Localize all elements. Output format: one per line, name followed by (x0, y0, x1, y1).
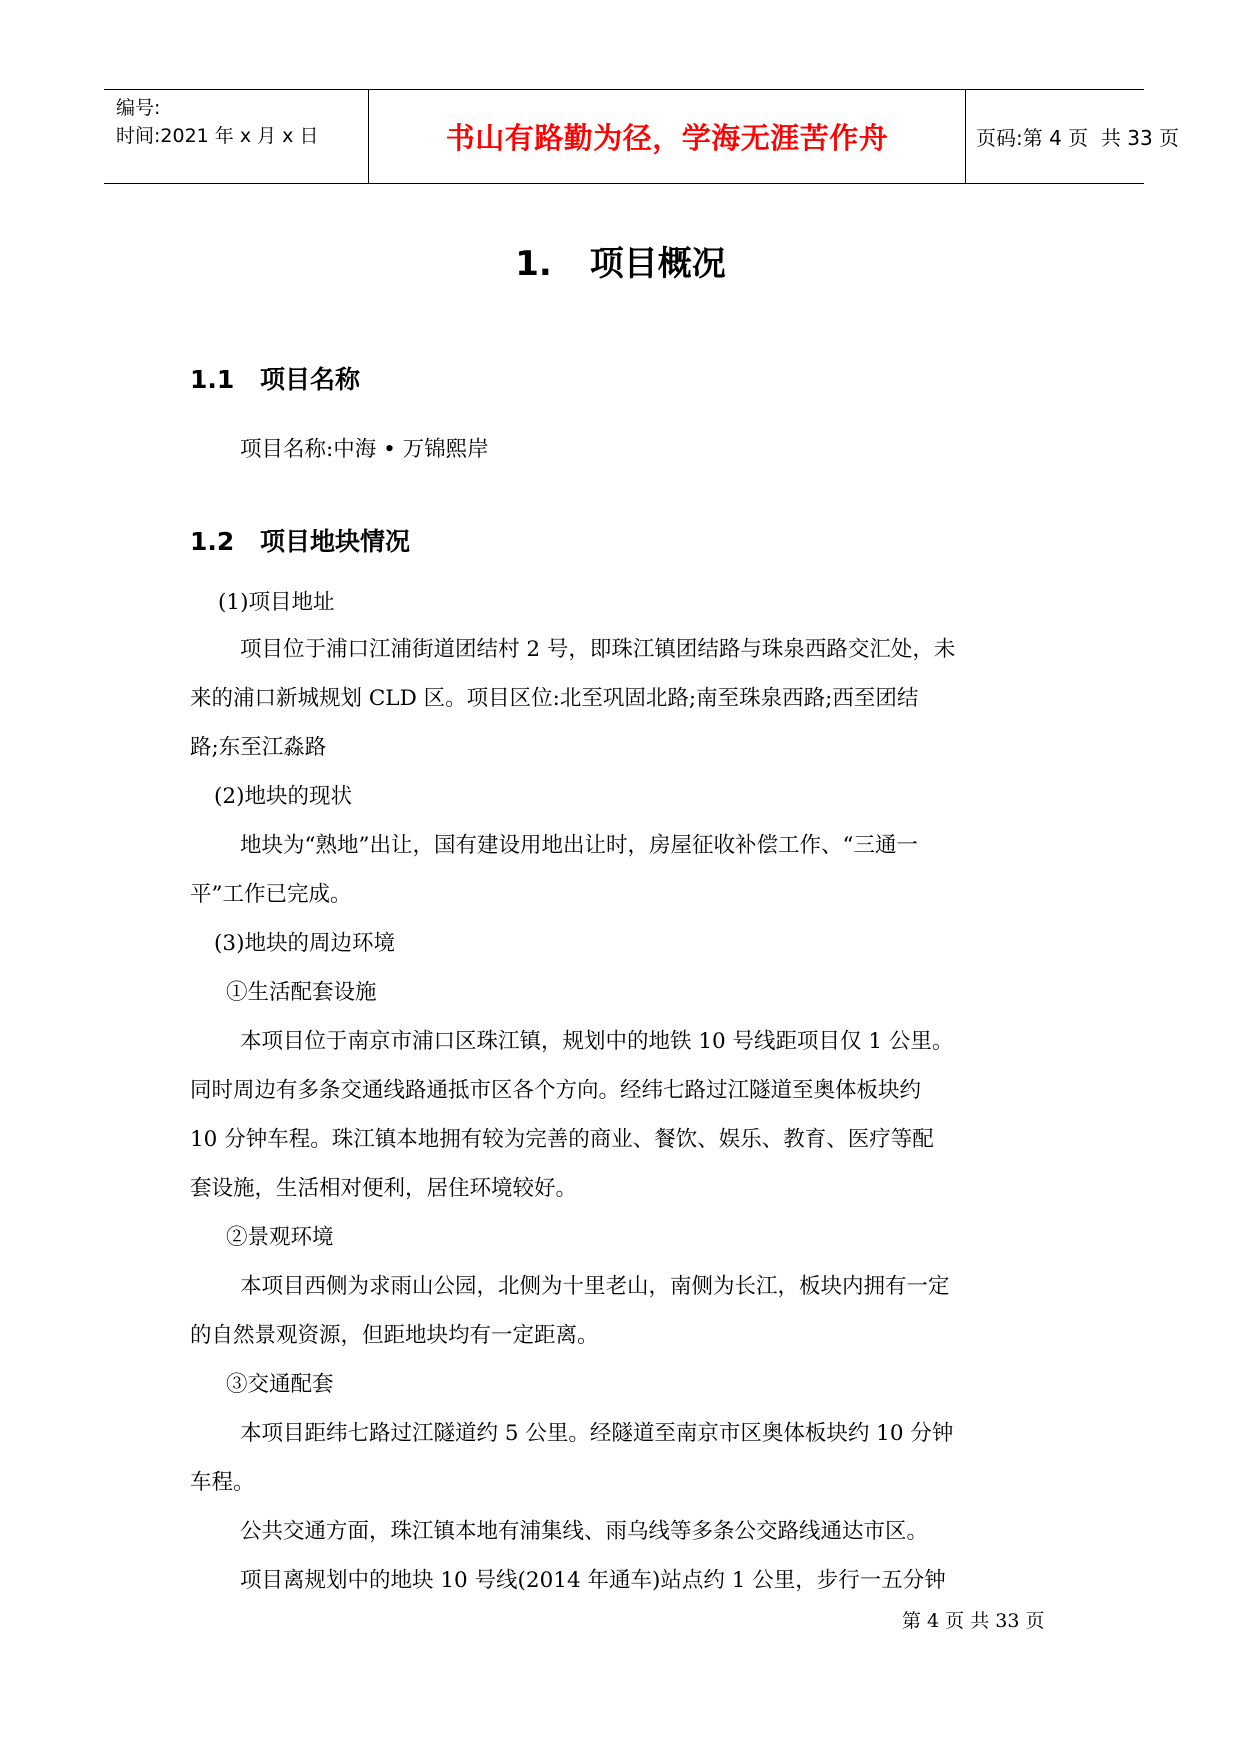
paragraph-line: 路;东至江淼路 (190, 735, 327, 760)
list-item: (3)地块的周边环境 (214, 931, 395, 956)
section-title: 项目地块情况 (260, 527, 411, 556)
list-item: (2)地块的现状 (214, 784, 352, 809)
paragraph-line: 来的浦口新城规划 CLD 区。项目区位:北至巩固北路;南至珠泉西路;西至团结 (190, 686, 919, 711)
paragraph-line: 本项目西侧为求雨山公园，北侧为十里老山，南侧为长江，板块内拥有一定 (240, 1274, 950, 1299)
section-heading-1-2 (190, 522, 410, 558)
section-heading-1-1 (190, 360, 360, 396)
paragraph-line: 公共交通方面，珠江镇本地有浦集线、雨乌线等多条公交路线通达市区。 (240, 1519, 929, 1544)
paragraph-line: 10 分钟车程。珠江镇本地拥有较为完善的商业、餐饮、娱乐、教育、医疗等配 (190, 1127, 934, 1152)
chapter-text: 项目概况 (589, 244, 726, 284)
chapter-number: 1. (515, 244, 552, 284)
paragraph-line: 车程。 (190, 1470, 255, 1495)
paragraph-line: 项目名称:中海 • 万锦熙岸 (240, 437, 489, 462)
paragraph-line: 的自然景观资源，但距地块均有一定距离。 (190, 1323, 599, 1348)
paragraph-line: 地块为“熟地”出让，国有建设用地出让时，房屋征收补偿工作、“三通一 (240, 833, 918, 858)
header-page-code: 页码:第 4 页 共 33 页 (976, 126, 1180, 150)
header-code-label: 编号: (116, 97, 161, 119)
paragraph-line: 项目位于浦口江浦街道团结村 2 号，即珠江镇团结路与珠泉西路交汇处，未 (240, 637, 956, 662)
list-item: ③交通配套 (226, 1372, 334, 1397)
paragraph-line: 本项目距纬七路过江隧道约 5 公里。经隧道至南京市区奥体板块约 10 分钟 (240, 1421, 954, 1446)
header-meta (116, 94, 318, 150)
list-item: (1)项目地址 (218, 590, 335, 615)
section-title: 项目名称 (260, 365, 361, 394)
paragraph-line: 本项目位于南京市浦口区珠江镇，规划中的地铁 10 号线距项目仅 1 公里。 (240, 1029, 954, 1054)
page-header (104, 89, 1180, 184)
section-number: 1.1 (190, 365, 235, 394)
paragraph-line: 同时周边有多条交通线路通抵市区各个方向。经纬七路过江隧道至奥体板块约 (190, 1078, 922, 1103)
chapter-title (0, 236, 1241, 285)
paragraph-line: 项目离规划中的地块 10 号线(2014 年通车)站点约 1 公里，步行一五分钟 (240, 1568, 946, 1593)
section-number: 1.2 (190, 527, 235, 556)
paragraph-line: 套设施，生活相对便利，居住环境较好。 (190, 1176, 578, 1201)
list-item: ②景观环境 (226, 1225, 334, 1250)
header-divider (965, 90, 966, 183)
page-footer: 第 4 页 共 33 页 (902, 1610, 1045, 1632)
header-motto: 书山有路勤为径，学海无涯苦作舟 (445, 121, 889, 155)
list-item: ①生活配套设施 (226, 980, 377, 1005)
header-time-label: 时间:2021 年 x 月 x 日 (116, 125, 319, 147)
paragraph-line: 平”工作已完成。 (190, 882, 352, 907)
